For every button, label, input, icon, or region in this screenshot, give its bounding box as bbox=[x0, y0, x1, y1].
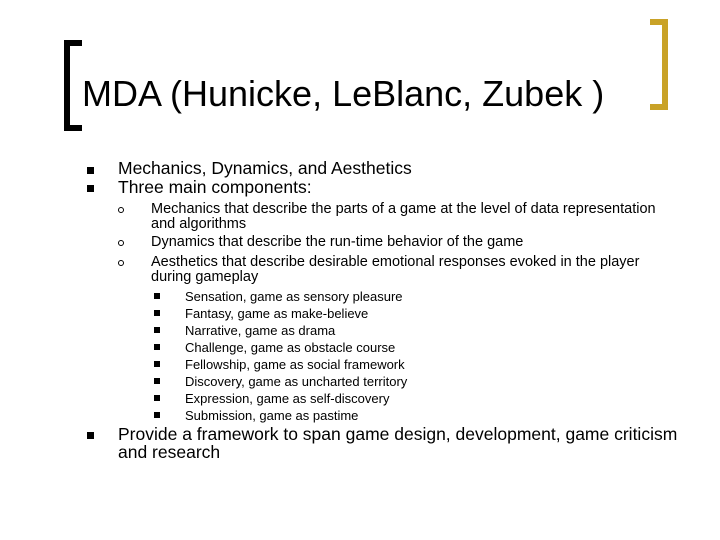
square-bullet-icon bbox=[87, 185, 94, 192]
bullet-three-components: Three main components: bbox=[118, 177, 312, 197]
square-bullet-icon bbox=[154, 378, 160, 384]
right-bracket-bottom bbox=[650, 104, 668, 110]
aesthetic-item: Discovery, game as uncharted territory bbox=[185, 374, 408, 389]
component-mechanics: Mechanics that describe the parts of a game at the level of data representation and algorithms bbox=[151, 201, 656, 232]
square-bullet-icon bbox=[87, 432, 94, 439]
ring-bullet-icon bbox=[118, 207, 124, 213]
bullet-framework: Provide a framework to span game design, development, game criticism and research bbox=[118, 424, 678, 462]
left-bracket bbox=[64, 40, 70, 131]
aesthetic-item: Fellowship, game as social framework bbox=[185, 357, 405, 372]
square-bullet-icon bbox=[154, 395, 160, 401]
aesthetic-item: Submission, game as pastime bbox=[185, 408, 359, 423]
right-bracket bbox=[662, 19, 668, 110]
aesthetic-item: Narrative, game as drama bbox=[185, 323, 336, 338]
bullet-mda: Mechanics, Dynamics, and Aesthetics bbox=[118, 158, 412, 178]
square-bullet-icon bbox=[154, 344, 160, 350]
left-bracket-bottom bbox=[64, 125, 82, 131]
component-aesthetics: Aesthetics that describe desirable emotional responses evoked in the player during gameplay bbox=[151, 254, 640, 285]
square-bullet-icon bbox=[87, 167, 94, 174]
aesthetic-item: Fantasy, game as make-believe bbox=[185, 306, 369, 321]
square-bullet-icon bbox=[154, 327, 160, 333]
square-bullet-icon bbox=[154, 310, 160, 316]
aesthetic-item: Challenge, game as obstacle course bbox=[185, 340, 396, 355]
square-bullet-icon bbox=[154, 412, 160, 418]
component-dynamics: Dynamics that describe the run-time behavior of the game bbox=[151, 234, 524, 250]
square-bullet-icon bbox=[154, 361, 160, 367]
square-bullet-icon bbox=[154, 293, 160, 299]
slide-title: MDA (Hunicke, LeBlanc, Zubek ) bbox=[82, 73, 605, 114]
left-bracket-top bbox=[64, 40, 82, 46]
right-bracket-top bbox=[650, 19, 668, 25]
aesthetic-item: Sensation, game as sensory pleasure bbox=[185, 289, 403, 304]
ring-bullet-icon bbox=[118, 240, 124, 246]
aesthetic-item: Expression, game as self-discovery bbox=[185, 391, 390, 406]
ring-bullet-icon bbox=[118, 260, 124, 266]
